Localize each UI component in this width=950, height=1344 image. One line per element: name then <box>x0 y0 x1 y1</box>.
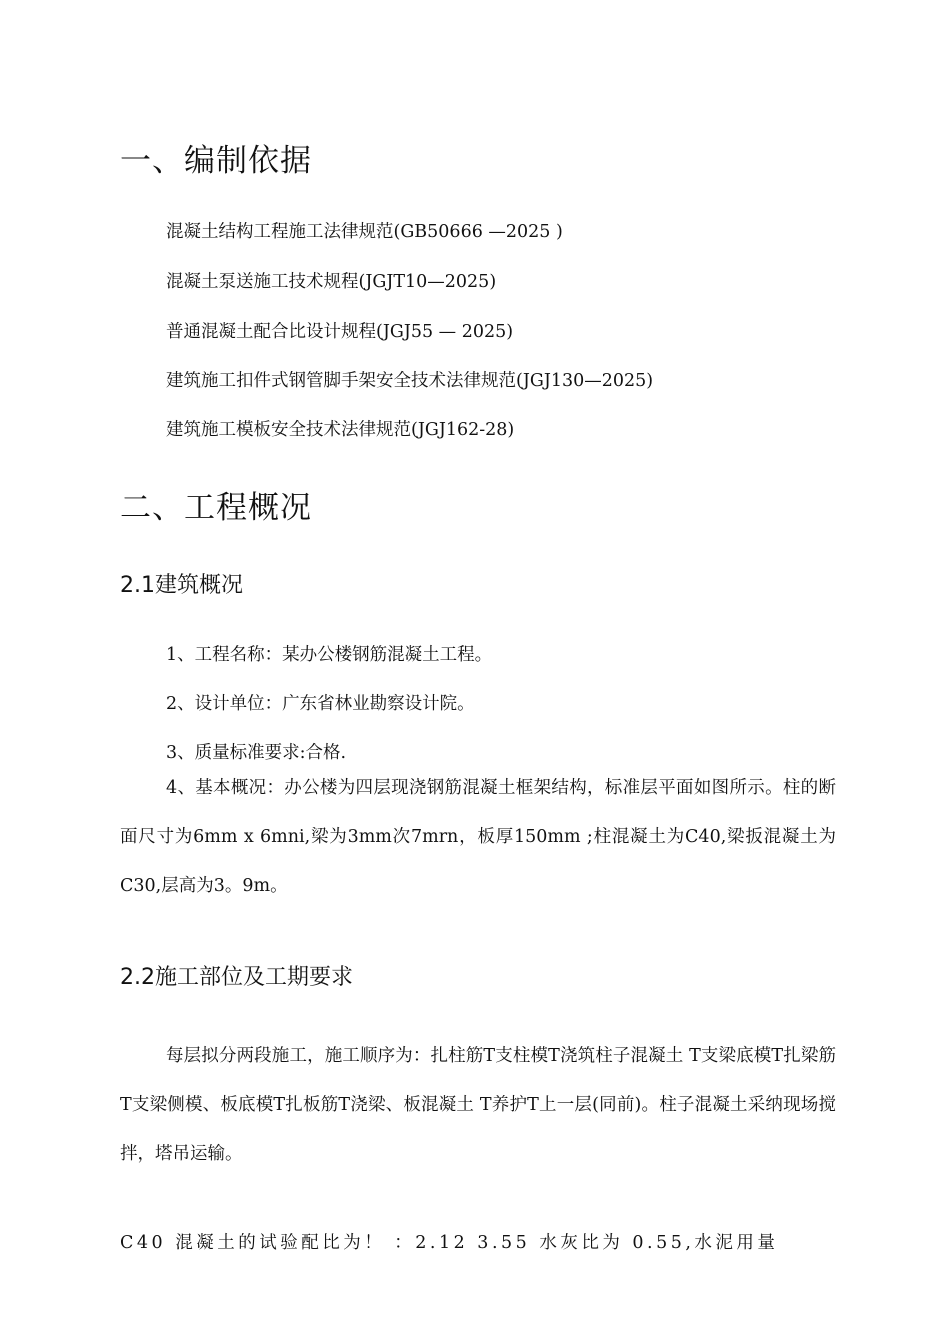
subsection-2-1-heading: 2.1建筑概况 <box>120 573 243 598</box>
mix-ratio-line: C40 混凝土的试验配比为！ ：2.12 3.55 水灰比为 0.55,水泥用量 <box>120 1233 779 1253</box>
overview-item-designer: 2、设计单位：广东省林业勘察设计院。 <box>166 694 475 714</box>
reference-item: 混凝土结构工程施工法律规范(GB50666 —2025 ) <box>166 222 563 242</box>
overview-item-basic: 4、基本概况：办公楼为四层现浇钢筋混凝土框架结构，标准层平面如图所示。柱的断面尺寸为6mm x 6mni,梁为3mm次7mrn，板厚150mm ;柱混凝土为C40,梁扳混凝土为C30,层高为3。9m。 <box>120 778 836 896</box>
reference-item: 建筑施工扣件式钢管脚手架安全技术法律规范(JGJ130—2025) <box>166 371 654 391</box>
reference-item: 混凝土泵送施工技术规程(JGJT10—2025) <box>166 272 497 292</box>
overview-item-quality: 3、质量标准要求:合格. <box>166 743 347 763</box>
subsection-2-2-heading: 2.2施工部位及工期要求 <box>120 965 353 990</box>
section-1-heading: 一、编制依据 <box>120 143 312 179</box>
construction-sequence-paragraph: 每层拟分两段施工，施工顺序为：扎柱筋T支柱模T浇筑柱子混凝土 T支梁底模T扎梁筋T支梁侧模、板底模T扎板筋T浇梁、板混凝土 T养护T上一层(同前)。柱子混凝土采纳现场搅拌，塔吊运输。 <box>120 1046 836 1164</box>
overview-item-name: 1、工程名称：某办公楼钢筋混凝土工程。 <box>166 645 493 665</box>
section-2-heading: 二、工程概况 <box>120 490 312 526</box>
reference-item: 普通混凝土配合比设计规程(JGJ55 — 2025) <box>166 322 514 342</box>
reference-item: 建筑施工模板安全技术法律规范(JGJ162-28) <box>166 420 515 440</box>
